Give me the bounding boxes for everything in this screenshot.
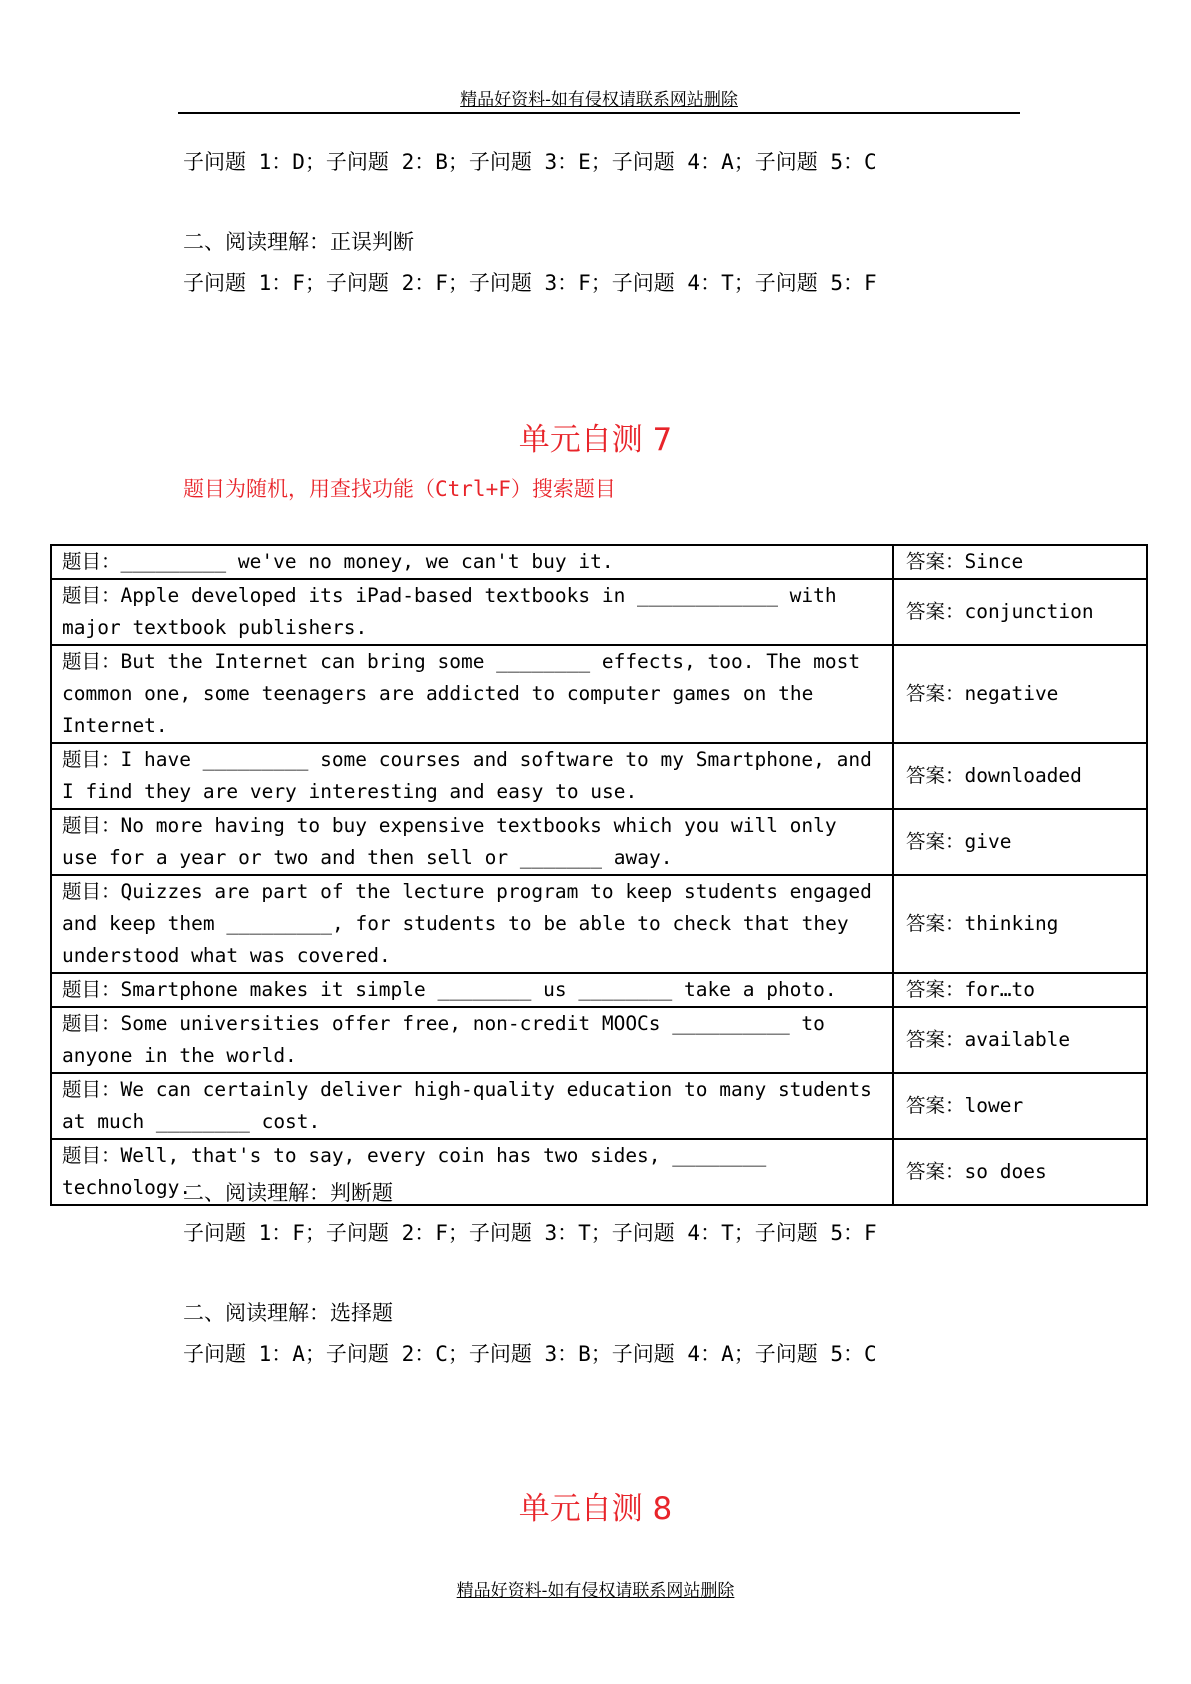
- table-row: [51, 545, 1147, 579]
- unit8-title: 单元自测 8: [518, 1491, 673, 1527]
- table-row: [51, 1007, 1147, 1073]
- answer-cell: 答案：downloaded: [893, 743, 1147, 809]
- question-cell: 题目：We can certainly deliver high-quality education to many students at much ________ cost.: [51, 1073, 893, 1139]
- answer-cell: 答案：negative: [893, 645, 1147, 743]
- section-heading-true-false: 二、阅读理解：正误判断: [183, 230, 414, 254]
- answers-line-4: 子问题 1：A；子问题 2：C；子问题 3：B；子问题 4：A；子问题 5：C: [183, 1342, 877, 1366]
- question-cell: 题目：But the Internet can bring some ________ effects, too. The most common one, some teenagers are addicted to computer games on the Internet.: [51, 645, 893, 743]
- question-cell: 题目：Smartphone makes it simple ________ us ________ take a photo.: [51, 973, 893, 1007]
- header-text: 精品好资料-如有侵权请联系网站删除: [460, 90, 738, 110]
- section-heading-choice: 二、阅读理解：选择题: [183, 1301, 393, 1325]
- unit7-note: 题目为随机，用查找功能（Ctrl+F）搜索题目: [183, 477, 616, 501]
- table-row: [51, 645, 1147, 743]
- answer-cell: 答案：for…to: [893, 973, 1147, 1007]
- answer-cell: 答案：lower: [893, 1073, 1147, 1139]
- answer-cell: 答案：give: [893, 809, 1147, 875]
- footer-text: 精品好资料-如有侵权请联系网站删除: [456, 1581, 735, 1601]
- question-cell: 题目：Well, that's to say, every coin has two sides, ________ technology.: [51, 1139, 893, 1205]
- answer-cell: 答案：conjunction: [893, 579, 1147, 645]
- page-footer: [0, 1576, 1191, 1601]
- unit7-title: 单元自测 7: [518, 422, 673, 458]
- question-cell: 题目：_________ we've no money, we can't buy it.: [51, 545, 893, 579]
- question-cell: 题目：Some universities offer free, non-credit MOOCs __________ to anyone in the world.: [51, 1007, 893, 1073]
- question-cell: 题目：I have _________ some courses and software to my Smartphone, and I find they are very interesting and easy to use.: [51, 743, 893, 809]
- section-heading-judgment: 二、阅读理解：判断题: [183, 1181, 393, 1205]
- answer-cell: 答案：so does: [893, 1139, 1147, 1205]
- answers-line-2: 子问题 1：F；子问题 2：F；子问题 3：F；子问题 4：T；子问题 5：F: [183, 271, 877, 295]
- page-header: [178, 89, 1020, 114]
- answers-line-3: 子问题 1：F；子问题 2：F；子问题 3：T；子问题 4：T；子问题 5：F: [183, 1221, 877, 1245]
- table-row: [51, 579, 1147, 645]
- answer-cell: 答案：Since: [893, 545, 1147, 579]
- question-cell: 题目：No more having to buy expensive textbooks which you will only use for a year or two and then sell or _______ away.: [51, 809, 893, 875]
- answer-cell: 答案：thinking: [893, 875, 1147, 973]
- question-cell: 题目：Quizzes are part of the lecture program to keep students engaged and keep them _________, for students to be able to check that they understood what was covered.: [51, 875, 893, 973]
- question-cell: 题目：Apple developed its iPad-based textbooks in ____________ with major textbook publishers.: [51, 579, 893, 645]
- answers-line-1: 子问题 1：D；子问题 2：B；子问题 3：E；子问题 4：A；子问题 5：C: [183, 150, 877, 174]
- table-row: [51, 973, 1147, 1007]
- table-row: [51, 875, 1147, 973]
- answer-cell: 答案：available: [893, 1007, 1147, 1073]
- table-row: [51, 743, 1147, 809]
- unit7-qa-table: [50, 544, 1148, 1206]
- table-row: [51, 1073, 1147, 1139]
- table-row: [51, 809, 1147, 875]
